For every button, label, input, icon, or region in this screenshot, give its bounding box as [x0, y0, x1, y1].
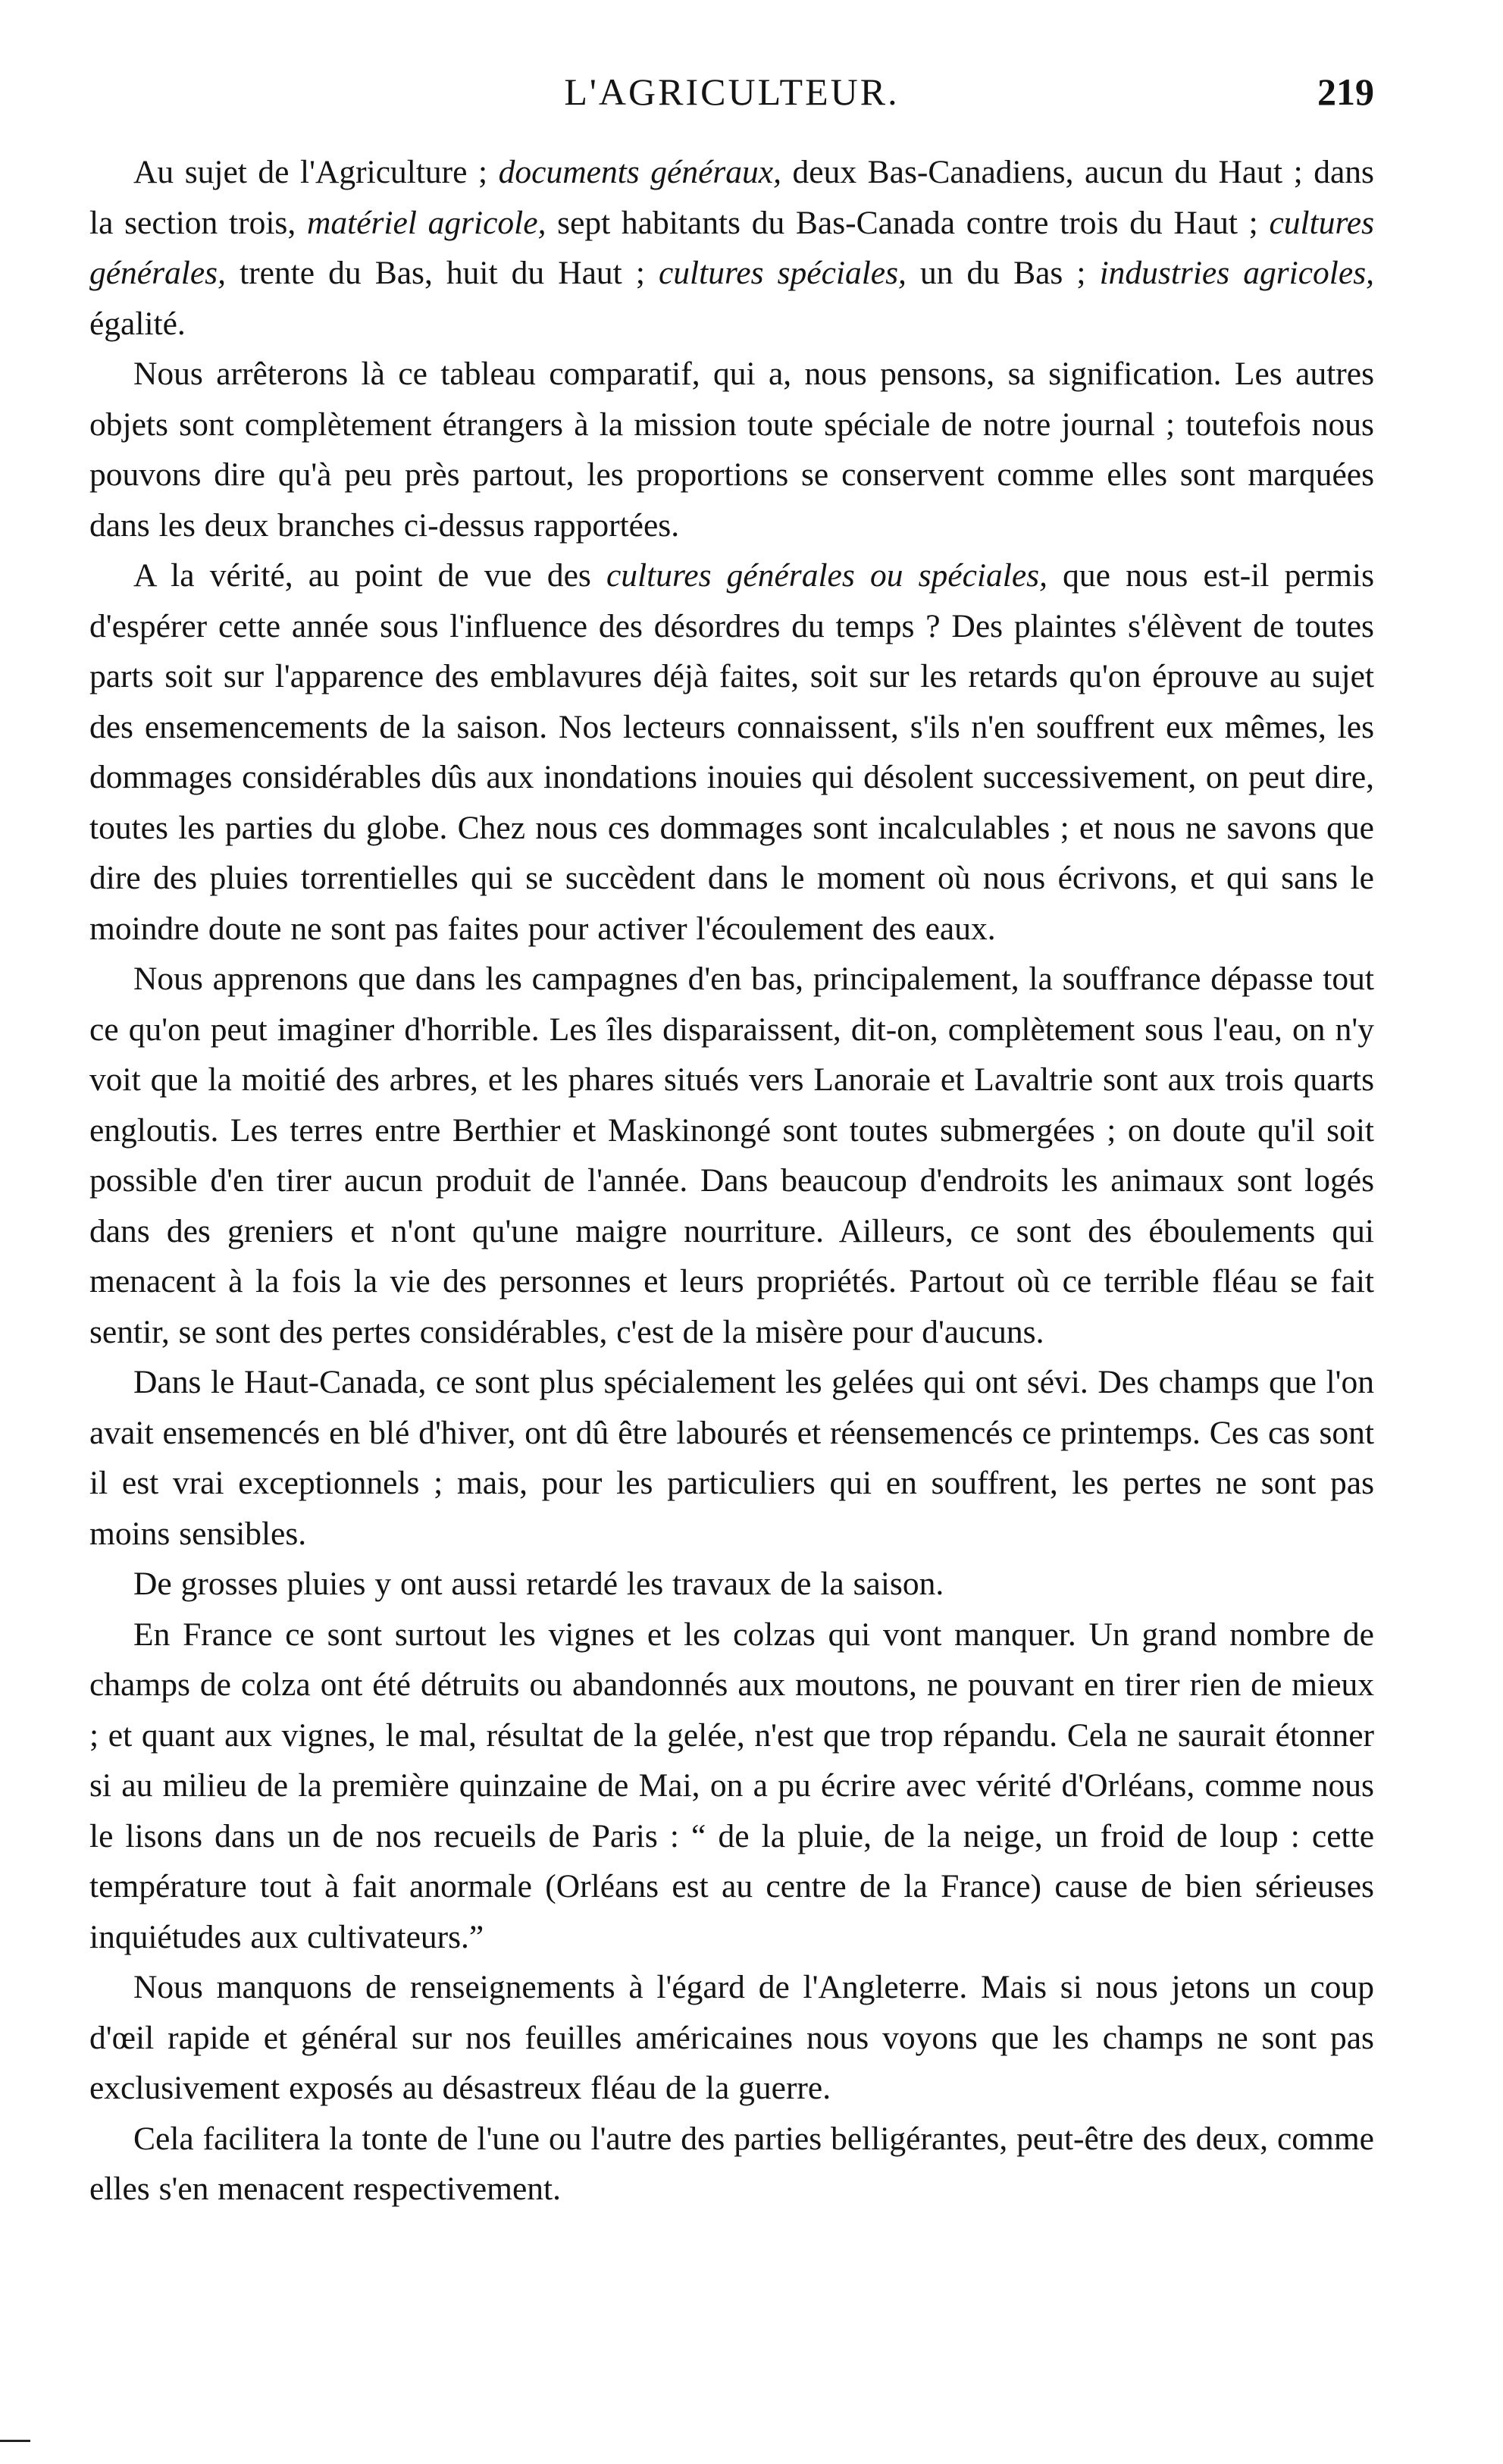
body-text	[89, 147, 1374, 2215]
italic-text-run: cultures spéciales,	[658, 255, 906, 291]
running-title: L'AGRICULTEUR.	[564, 71, 900, 113]
italic-text-run: cultures générales,	[89, 204, 1374, 291]
paragraph	[89, 349, 1374, 550]
text-run: Cela facilitera la tonte de l'une ou l'autre des parties belligérantes, peut-être des deux, comme elles s'en menacent respectivement.	[89, 2120, 1374, 2207]
text-run: trente du Bas, huit du Haut ;	[226, 255, 659, 291]
paragraph	[89, 2114, 1374, 2215]
text-run: deux Bas-Canadiens, aucun du Haut ; dans la section trois,	[89, 154, 1374, 241]
text-run: En France ce sont surtout les vignes et les colzas qui vont manquer. Un grand nombre de champs de colza ont été détruits ou abandonnés aux moutons, ne pouvant en tirer rien de mieux ; et quant aux vignes, le mal, résultat de la gelée, n'est que trop répandu. Cela ne saurait étonner si au milieu de la première quinzaine de Mai, on a pu écrire avec vérité d'Orléans, comme nous le lisons dans un de nos recueils de Paris : “ de la pluie, de la neige, un froid de loup : cette température tout à fait anormale (Orléans est au centre de la France) cause de bien sérieuses inquiétudes aux cultivateurs.”	[89, 1616, 1374, 1955]
page-number: 219	[1317, 71, 1374, 113]
paragraph	[89, 1962, 1374, 2114]
italic-text-run: cultures générales ou spéciales,	[606, 557, 1047, 594]
text-run: De grosses pluies y ont aussi retardé les travaux de la saison.	[133, 1566, 944, 1602]
paragraph	[89, 1559, 1374, 1610]
text-run: sept habitants du Bas-Canada contre trois du Haut ;	[546, 204, 1270, 241]
text-run: Dans le Haut-Canada, ce sont plus spécialement les gelées qui ont sévi. Des champs que l'on avait ensemencés en blé d'hiver, ont dû être labourés et réensemencés ce printemps. Ces cas sont il est vrai exceptionnels ; mais, pour les particuliers qui en souffrent, les pertes ne sont pas moins sensibles.	[89, 1364, 1374, 1552]
paragraph	[89, 147, 1374, 349]
paragraph	[89, 1610, 1374, 1963]
text-run: Nous apprenons que dans les campagnes d'en bas, principalement, la souffrance dépasse tout ce qu'on peut imaginer d'horrible. Les îles disparaissent, dit-on, complètement sous l'eau, on n'y voit que la moitié des arbres, et les phares situés vers Lanoraie et Lavaltrie sont aux trois quarts engloutis. Les terres entre Berthier et Maskinongé sont toutes submergées ; on doute qu'il soit possible d'en tirer aucun produit de l'année. Dans beaucoup d'endroits les animaux sont logés dans des greniers et n'ont qu'une maigre nourriture. Ailleurs, ce sont des éboulements qui menacent à la fois la vie des personnes et leurs propriétés. Partout où ce terrible fléau se fait sentir, se sont des pertes considérables, c'est de la misère pour d'aucuns.	[89, 961, 1374, 1350]
paragraph	[89, 1357, 1374, 1559]
text-run: Au sujet de l'Agriculture ;	[133, 154, 499, 190]
text-run: A la vérité, au point de vue des	[133, 557, 606, 594]
text-run: que nous est-il permis d'espérer cette année sous l'influence des désordres du temps ? Des plaintes s'élèvent de toutes parts soit sur l'apparence des emblavures déjà faites, soit sur les retards qu'on éprouve au sujet des ensemencements de la saison. Nos lecteurs connaissent, s'ils n'en souffrent eux mêmes, les dommages considérables dûs aux inondations inouies qui désolent successivement, on peut dire, toutes les parties du globe. Chez nous ces dommages sont incalculables ; et nous ne savons que dire des pluies torrentielles qui se succèdent dans le moment où nous écrivons, et qui sans le moindre doute ne sont pas faites pour activer l'écoulement des eaux.	[89, 557, 1374, 947]
page-edge-mark	[0, 2440, 30, 2442]
italic-text-run: documents généraux,	[498, 154, 781, 190]
running-head	[89, 62, 1374, 138]
italic-text-run: matériel agricole,	[306, 204, 546, 241]
text-run: un du Bas ;	[906, 255, 1100, 291]
paragraph	[89, 550, 1374, 954]
text-run: Nous arrêterons là ce tableau comparatif, qui a, nous pensons, sa signification. Les autres objets sont complètement étrangers à la mission toute spéciale de notre journal ; toutefois nous pouvons dire qu'à peu près partout, les proportions se conservent comme elles sont marquées dans les deux branches ci-dessus rapportées.	[89, 356, 1374, 544]
text-run: égalité.	[89, 305, 186, 342]
paragraph	[89, 954, 1374, 1357]
text-run: Nous manquons de renseignements à l'égard de l'Angleterre. Mais si nous jetons un coup d'œil rapide et général sur nos feuilles américaines nous voyons que les champs ne sont pas exclusivement exposés au désastreux fléau de la guerre.	[89, 1969, 1374, 2106]
italic-text-run: industries agricoles,	[1099, 255, 1374, 291]
